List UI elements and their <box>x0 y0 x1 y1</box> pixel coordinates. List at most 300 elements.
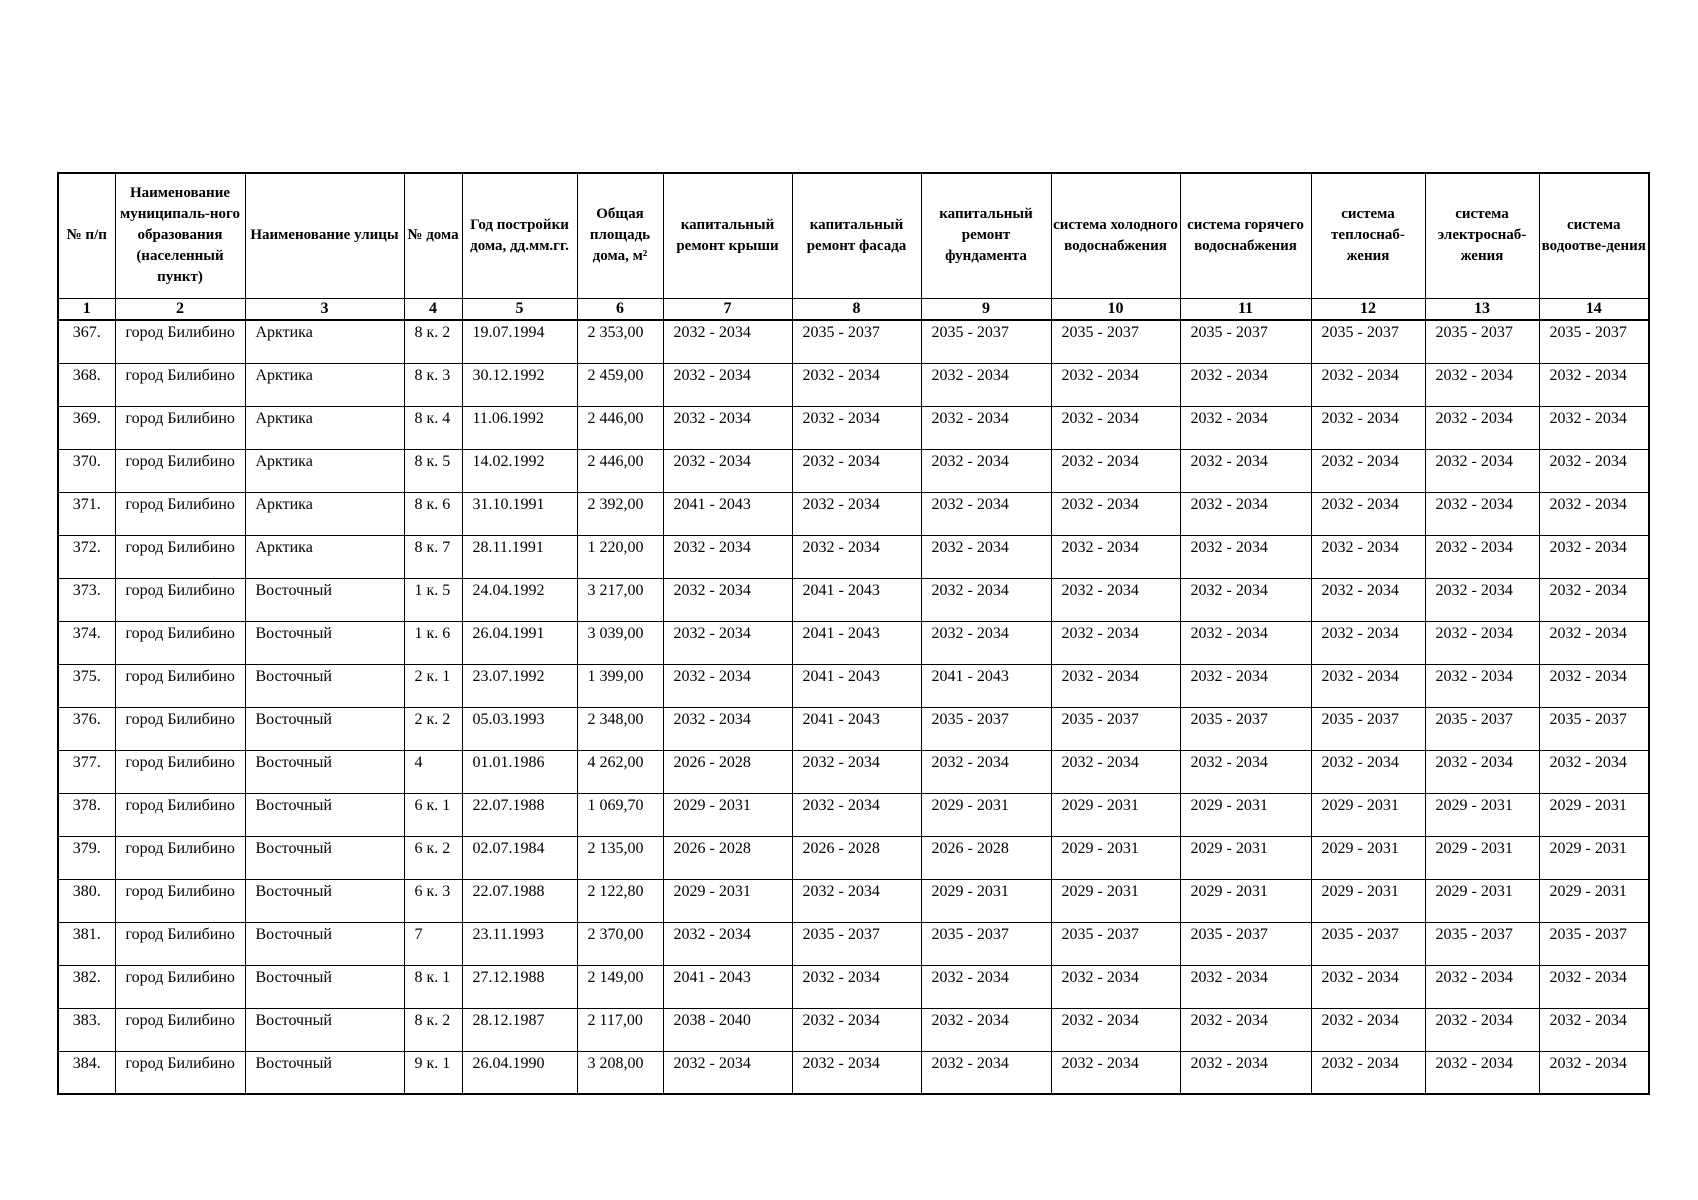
table-cell: Восточный <box>245 578 404 621</box>
table-cell: 2032 - 2034 <box>1311 449 1425 492</box>
table-cell: 2035 - 2037 <box>1180 707 1311 750</box>
table-cell: 2041 - 2043 <box>792 707 921 750</box>
table-cell: 8 к. 1 <box>404 965 462 1008</box>
table-cell: 9 к. 1 <box>404 1051 462 1094</box>
table-cell: 2032 - 2034 <box>663 1051 792 1094</box>
table-cell: 2035 - 2037 <box>1051 707 1180 750</box>
table-cell: 2029 - 2031 <box>1051 879 1180 922</box>
table-cell: город Билибино <box>115 836 245 879</box>
table-cell: 2035 - 2037 <box>1180 922 1311 965</box>
table-cell: 2029 - 2031 <box>1180 879 1311 922</box>
table-cell: 2029 - 2031 <box>663 793 792 836</box>
table-cell: 2032 - 2034 <box>1539 535 1649 578</box>
table-cell: Восточный <box>245 922 404 965</box>
table-cell: Арктика <box>245 535 404 578</box>
table-cell: город Билибино <box>115 1051 245 1094</box>
table-cell: 374. <box>58 621 115 664</box>
column-header-8: капитальный ремонт фасада <box>792 173 921 298</box>
table-cell: 2032 - 2034 <box>792 965 921 1008</box>
column-number-13: 13 <box>1425 298 1539 320</box>
table-cell: 2041 - 2043 <box>792 621 921 664</box>
table-cell: 1 399,00 <box>577 664 663 707</box>
column-number-14: 14 <box>1539 298 1649 320</box>
table-row <box>58 406 1649 449</box>
table-cell: 2032 - 2034 <box>1539 664 1649 707</box>
table-cell: 2032 - 2034 <box>1425 535 1539 578</box>
table-cell: 2035 - 2037 <box>1425 922 1539 965</box>
table-cell: 4 <box>404 750 462 793</box>
table-cell: 11.06.1992 <box>462 406 577 449</box>
table-cell: город Билибино <box>115 320 245 363</box>
table-cell: 2032 - 2034 <box>1051 750 1180 793</box>
table-cell: 2032 - 2034 <box>663 922 792 965</box>
table-cell: 3 217,00 <box>577 578 663 621</box>
table-cell: 02.07.1984 <box>462 836 577 879</box>
table-cell: Восточный <box>245 707 404 750</box>
table-row <box>58 922 1649 965</box>
table-cell: 381. <box>58 922 115 965</box>
table-cell: 2032 - 2034 <box>792 879 921 922</box>
table-cell: 2029 - 2031 <box>663 879 792 922</box>
table-cell: 380. <box>58 879 115 922</box>
table-cell: 2038 - 2040 <box>663 1008 792 1051</box>
table-cell: 2029 - 2031 <box>1425 836 1539 879</box>
table-cell: 2032 - 2034 <box>921 1008 1051 1051</box>
table-cell: 2026 - 2028 <box>792 836 921 879</box>
table-cell: 2035 - 2037 <box>792 922 921 965</box>
table-cell: 2032 - 2034 <box>1425 449 1539 492</box>
table-cell: 2032 - 2034 <box>663 406 792 449</box>
table-cell: город Билибино <box>115 750 245 793</box>
table-row <box>58 492 1649 535</box>
table-cell: 3 039,00 <box>577 621 663 664</box>
column-header-9: капитальный ремонт фундамента <box>921 173 1051 298</box>
table-cell: 2032 - 2034 <box>1311 406 1425 449</box>
table-cell: 2032 - 2034 <box>921 535 1051 578</box>
column-number-4: 4 <box>404 298 462 320</box>
table-cell: 6 к. 1 <box>404 793 462 836</box>
column-header-1: № п/п <box>58 173 115 298</box>
column-number-8: 8 <box>792 298 921 320</box>
table-cell: город Билибино <box>115 965 245 1008</box>
table-row <box>58 793 1649 836</box>
column-number-2: 2 <box>115 298 245 320</box>
table-cell: 382. <box>58 965 115 1008</box>
table-cell: 2029 - 2031 <box>1180 793 1311 836</box>
table-cell: 2035 - 2037 <box>792 320 921 363</box>
table-cell: 2032 - 2034 <box>1311 621 1425 664</box>
table-cell: 2032 - 2034 <box>1425 1008 1539 1051</box>
table-cell: 2032 - 2034 <box>1425 406 1539 449</box>
table-cell: 2032 - 2034 <box>1539 363 1649 406</box>
document-page <box>57 172 1648 1095</box>
table-cell: Восточный <box>245 621 404 664</box>
table-cell: 2032 - 2034 <box>1180 578 1311 621</box>
table-cell: 24.04.1992 <box>462 578 577 621</box>
table-cell: 2041 - 2043 <box>792 664 921 707</box>
table-cell: 2035 - 2037 <box>1180 320 1311 363</box>
table-cell: Восточный <box>245 750 404 793</box>
table-cell: 2032 - 2034 <box>1311 492 1425 535</box>
table-cell: 2032 - 2034 <box>921 1051 1051 1094</box>
table-cell: 2032 - 2034 <box>1311 1051 1425 1094</box>
repair-schedule-table <box>57 172 1650 1095</box>
column-header-4: № дома <box>404 173 462 298</box>
table-cell: 2032 - 2034 <box>921 449 1051 492</box>
table-cell: 14.02.1992 <box>462 449 577 492</box>
table-cell: 2 459,00 <box>577 363 663 406</box>
table-cell: 2041 - 2043 <box>792 578 921 621</box>
table-cell: 2029 - 2031 <box>1051 793 1180 836</box>
table-cell: 2032 - 2034 <box>1180 492 1311 535</box>
table-cell: 2032 - 2034 <box>1051 449 1180 492</box>
table-cell: 2032 - 2034 <box>663 535 792 578</box>
table-body <box>58 320 1649 1094</box>
table-cell: 2032 - 2034 <box>1180 406 1311 449</box>
table-cell: 8 к. 6 <box>404 492 462 535</box>
table-cell: 2032 - 2034 <box>1539 578 1649 621</box>
table-cell: 2035 - 2037 <box>1311 922 1425 965</box>
table-cell: 368. <box>58 363 115 406</box>
table-cell: 23.07.1992 <box>462 664 577 707</box>
table-cell: 2032 - 2034 <box>1051 535 1180 578</box>
table-cell: 2032 - 2034 <box>663 363 792 406</box>
table-cell: 2032 - 2034 <box>792 1051 921 1094</box>
table-cell: 2 к. 1 <box>404 664 462 707</box>
table-cell: Восточный <box>245 1051 404 1094</box>
table-cell: город Билибино <box>115 879 245 922</box>
table-cell: 2032 - 2034 <box>1539 1008 1649 1051</box>
column-header-13: система электроснаб-жения <box>1425 173 1539 298</box>
table-cell: 2032 - 2034 <box>1425 492 1539 535</box>
table-cell: 8 к. 4 <box>404 406 462 449</box>
table-cell: город Билибино <box>115 363 245 406</box>
table-cell: 23.11.1993 <box>462 922 577 965</box>
table-cell: 2035 - 2037 <box>1425 320 1539 363</box>
column-number-1: 1 <box>58 298 115 320</box>
table-cell: 2 149,00 <box>577 965 663 1008</box>
table-cell: 2032 - 2034 <box>663 320 792 363</box>
table-cell: 2032 - 2034 <box>1051 621 1180 664</box>
column-number-row <box>58 298 1649 320</box>
table-cell: 2032 - 2034 <box>792 363 921 406</box>
table-cell: 2 446,00 <box>577 406 663 449</box>
table-cell: 2032 - 2034 <box>1180 965 1311 1008</box>
table-cell: 2032 - 2034 <box>921 363 1051 406</box>
column-header-3: Наименование улицы <box>245 173 404 298</box>
table-cell: 2041 - 2043 <box>663 965 792 1008</box>
table-cell: 2035 - 2037 <box>1425 707 1539 750</box>
table-cell: 2032 - 2034 <box>1051 363 1180 406</box>
table-cell: 2035 - 2037 <box>1539 707 1649 750</box>
column-number-6: 6 <box>577 298 663 320</box>
table-cell: 2032 - 2034 <box>1311 750 1425 793</box>
table-cell: 2029 - 2031 <box>1051 836 1180 879</box>
table-cell: 2029 - 2031 <box>1180 836 1311 879</box>
column-header-11: система горячего водоснабжения <box>1180 173 1311 298</box>
table-cell: 2032 - 2034 <box>1180 621 1311 664</box>
table-row <box>58 750 1649 793</box>
table-cell: 8 к. 2 <box>404 1008 462 1051</box>
table-cell: 3 208,00 <box>577 1051 663 1094</box>
column-header-2: Наименование муниципаль-ного образования (населенный пункт) <box>115 173 245 298</box>
table-cell: 2032 - 2034 <box>1425 965 1539 1008</box>
table-cell: 2032 - 2034 <box>1051 406 1180 449</box>
table-cell: 2032 - 2034 <box>921 406 1051 449</box>
table-cell: Восточный <box>245 965 404 1008</box>
table-cell: 2029 - 2031 <box>1425 793 1539 836</box>
table-cell: 2 117,00 <box>577 1008 663 1051</box>
table-cell: 2032 - 2034 <box>1311 1008 1425 1051</box>
table-cell: 379. <box>58 836 115 879</box>
table-cell: 2032 - 2034 <box>921 578 1051 621</box>
table-cell: 2032 - 2034 <box>1311 664 1425 707</box>
table-cell: 2032 - 2034 <box>1051 492 1180 535</box>
table-cell: 371. <box>58 492 115 535</box>
table-cell: 6 к. 2 <box>404 836 462 879</box>
table-cell: город Билибино <box>115 621 245 664</box>
table-cell: 2029 - 2031 <box>1539 793 1649 836</box>
header-row <box>58 173 1649 298</box>
table-cell: 2032 - 2034 <box>663 707 792 750</box>
table-cell: 2032 - 2034 <box>1539 406 1649 449</box>
table-cell: Арктика <box>245 492 404 535</box>
table-cell: 2035 - 2037 <box>921 707 1051 750</box>
table-cell: 2041 - 2043 <box>663 492 792 535</box>
table-cell: 2032 - 2034 <box>1539 1051 1649 1094</box>
table-cell: Восточный <box>245 879 404 922</box>
table-cell: 2032 - 2034 <box>1425 1051 1539 1094</box>
table-cell: 2032 - 2034 <box>1051 664 1180 707</box>
table-cell: 2032 - 2034 <box>1425 578 1539 621</box>
table-cell: 2032 - 2034 <box>792 492 921 535</box>
table-cell: 2 446,00 <box>577 449 663 492</box>
table-cell: 2029 - 2031 <box>1311 836 1425 879</box>
table-cell: 6 к. 3 <box>404 879 462 922</box>
table-cell: 2035 - 2037 <box>921 922 1051 965</box>
table-cell: 2035 - 2037 <box>1051 320 1180 363</box>
table-cell: 2032 - 2034 <box>1539 965 1649 1008</box>
column-number-9: 9 <box>921 298 1051 320</box>
table-cell: 2032 - 2034 <box>663 578 792 621</box>
table-row <box>58 879 1649 922</box>
table-cell: 8 к. 5 <box>404 449 462 492</box>
table-cell: 2032 - 2034 <box>1051 1008 1180 1051</box>
table-cell: 2029 - 2031 <box>1311 879 1425 922</box>
table-cell: 377. <box>58 750 115 793</box>
column-header-5: Год постройки дома, дд.мм.гг. <box>462 173 577 298</box>
table-cell: Восточный <box>245 836 404 879</box>
table-cell: 1 к. 6 <box>404 621 462 664</box>
table-cell: 2032 - 2034 <box>1311 578 1425 621</box>
table-cell: 2032 - 2034 <box>1425 363 1539 406</box>
table-row <box>58 535 1649 578</box>
table-cell: 384. <box>58 1051 115 1094</box>
table-cell: 2041 - 2043 <box>921 664 1051 707</box>
table-cell: 2032 - 2034 <box>1180 664 1311 707</box>
table-row <box>58 707 1649 750</box>
table-row <box>58 320 1649 363</box>
table-cell: Арктика <box>245 406 404 449</box>
table-cell: 05.03.1993 <box>462 707 577 750</box>
table-cell: 28.12.1987 <box>462 1008 577 1051</box>
table-cell: 2029 - 2031 <box>1539 879 1649 922</box>
table-cell: 2032 - 2034 <box>1539 621 1649 664</box>
table-cell: 26.04.1991 <box>462 621 577 664</box>
table-cell: город Билибино <box>115 535 245 578</box>
table-cell: Арктика <box>245 449 404 492</box>
table-cell: 2 135,00 <box>577 836 663 879</box>
table-cell: 2 к. 2 <box>404 707 462 750</box>
table-cell: 2 348,00 <box>577 707 663 750</box>
table-cell: 2032 - 2034 <box>1425 621 1539 664</box>
table-cell: город Билибино <box>115 1008 245 1051</box>
table-cell: 2032 - 2034 <box>1180 750 1311 793</box>
table-cell: 2032 - 2034 <box>1051 965 1180 1008</box>
table-cell: 2035 - 2037 <box>1539 320 1649 363</box>
table-cell: 2032 - 2034 <box>792 449 921 492</box>
table-cell: 2032 - 2034 <box>1539 750 1649 793</box>
table-cell: 8 к. 7 <box>404 535 462 578</box>
table-cell: город Билибино <box>115 664 245 707</box>
table-cell: 8 к. 3 <box>404 363 462 406</box>
table-cell: 2032 - 2034 <box>1180 363 1311 406</box>
table-cell: 2 370,00 <box>577 922 663 965</box>
table-cell: 26.04.1990 <box>462 1051 577 1094</box>
table-cell: 4 262,00 <box>577 750 663 793</box>
table-cell: 2032 - 2034 <box>792 793 921 836</box>
table-cell: 2032 - 2034 <box>1180 449 1311 492</box>
table-cell: 2 392,00 <box>577 492 663 535</box>
table-cell: 2032 - 2034 <box>1425 750 1539 793</box>
table-cell: 2032 - 2034 <box>792 406 921 449</box>
column-header-12: система теплоснаб-жения <box>1311 173 1425 298</box>
table-cell: 8 к. 2 <box>404 320 462 363</box>
table-cell: город Билибино <box>115 492 245 535</box>
table-cell: 2032 - 2034 <box>663 621 792 664</box>
table-cell: 2029 - 2031 <box>1311 793 1425 836</box>
column-number-3: 3 <box>245 298 404 320</box>
table-cell: 1 220,00 <box>577 535 663 578</box>
column-number-10: 10 <box>1051 298 1180 320</box>
table-row <box>58 1051 1649 1094</box>
table-cell: 22.07.1988 <box>462 879 577 922</box>
table-cell: 2032 - 2034 <box>663 449 792 492</box>
table-cell: город Билибино <box>115 406 245 449</box>
table-cell: 19.07.1994 <box>462 320 577 363</box>
table-cell: 2032 - 2034 <box>1180 1008 1311 1051</box>
table-cell: 373. <box>58 578 115 621</box>
table-cell: 2035 - 2037 <box>1539 922 1649 965</box>
table-cell: 22.07.1988 <box>462 793 577 836</box>
table-cell: 2032 - 2034 <box>1311 965 1425 1008</box>
table-row <box>58 836 1649 879</box>
table-cell: 2032 - 2034 <box>1311 363 1425 406</box>
table-cell: 2032 - 2034 <box>1539 492 1649 535</box>
column-number-12: 12 <box>1311 298 1425 320</box>
table-cell: 2032 - 2034 <box>1539 449 1649 492</box>
column-header-6: Общая площадь дома, м² <box>577 173 663 298</box>
table-cell: 2029 - 2031 <box>921 879 1051 922</box>
table-cell: 372. <box>58 535 115 578</box>
table-cell: 2035 - 2037 <box>1051 922 1180 965</box>
table-cell: 2032 - 2034 <box>1425 664 1539 707</box>
table-cell: Восточный <box>245 793 404 836</box>
table-cell: 2026 - 2028 <box>663 836 792 879</box>
table-cell: 2032 - 2034 <box>921 750 1051 793</box>
table-cell: 2029 - 2031 <box>921 793 1051 836</box>
table-row <box>58 363 1649 406</box>
table-cell: 2032 - 2034 <box>1051 578 1180 621</box>
table-row <box>58 621 1649 664</box>
table-cell: город Билибино <box>115 707 245 750</box>
table-cell: город Билибино <box>115 793 245 836</box>
table-cell: 28.11.1991 <box>462 535 577 578</box>
table-cell: город Билибино <box>115 922 245 965</box>
table-cell: 01.01.1986 <box>462 750 577 793</box>
table-cell: Восточный <box>245 1008 404 1051</box>
table-row <box>58 578 1649 621</box>
table-cell: 2032 - 2034 <box>663 664 792 707</box>
column-number-7: 7 <box>663 298 792 320</box>
column-number-5: 5 <box>462 298 577 320</box>
table-cell: 30.12.1992 <box>462 363 577 406</box>
table-cell: 2032 - 2034 <box>792 1008 921 1051</box>
table-row <box>58 664 1649 707</box>
table-cell: Восточный <box>245 664 404 707</box>
table-cell: 2029 - 2031 <box>1539 836 1649 879</box>
column-header-7: капитальный ремонт крыши <box>663 173 792 298</box>
table-row <box>58 449 1649 492</box>
table-cell: 370. <box>58 449 115 492</box>
table-cell: 31.10.1991 <box>462 492 577 535</box>
table-cell: 2032 - 2034 <box>1180 1051 1311 1094</box>
table-cell: 1 069,70 <box>577 793 663 836</box>
column-header-10: система холодного водоснабжения <box>1051 173 1180 298</box>
table-cell: 2 122,80 <box>577 879 663 922</box>
table-cell: 2032 - 2034 <box>1311 535 1425 578</box>
table-cell: Арктика <box>245 363 404 406</box>
table-cell: 376. <box>58 707 115 750</box>
table-cell: 2032 - 2034 <box>1180 535 1311 578</box>
column-header-14: система водоотве-дения <box>1539 173 1649 298</box>
table-cell: 2035 - 2037 <box>921 320 1051 363</box>
table-cell: город Билибино <box>115 578 245 621</box>
table-cell: 383. <box>58 1008 115 1051</box>
table-cell: 1 к. 5 <box>404 578 462 621</box>
table-cell: 378. <box>58 793 115 836</box>
table-cell: 2026 - 2028 <box>663 750 792 793</box>
table-cell: 27.12.1988 <box>462 965 577 1008</box>
table-cell: 2032 - 2034 <box>1051 1051 1180 1094</box>
table-row <box>58 965 1649 1008</box>
table-cell: Арктика <box>245 320 404 363</box>
column-number-11: 11 <box>1180 298 1311 320</box>
table-cell: 2035 - 2037 <box>1311 320 1425 363</box>
table-cell: 367. <box>58 320 115 363</box>
table-row <box>58 1008 1649 1051</box>
table-cell: 2032 - 2034 <box>792 535 921 578</box>
table-cell: 2026 - 2028 <box>921 836 1051 879</box>
table-cell: город Билибино <box>115 449 245 492</box>
table-cell: 2032 - 2034 <box>921 965 1051 1008</box>
table-cell: 375. <box>58 664 115 707</box>
table-cell: 369. <box>58 406 115 449</box>
table-cell: 2 353,00 <box>577 320 663 363</box>
table-cell: 2032 - 2034 <box>921 492 1051 535</box>
table-cell: 7 <box>404 922 462 965</box>
table-cell: 2032 - 2034 <box>921 621 1051 664</box>
